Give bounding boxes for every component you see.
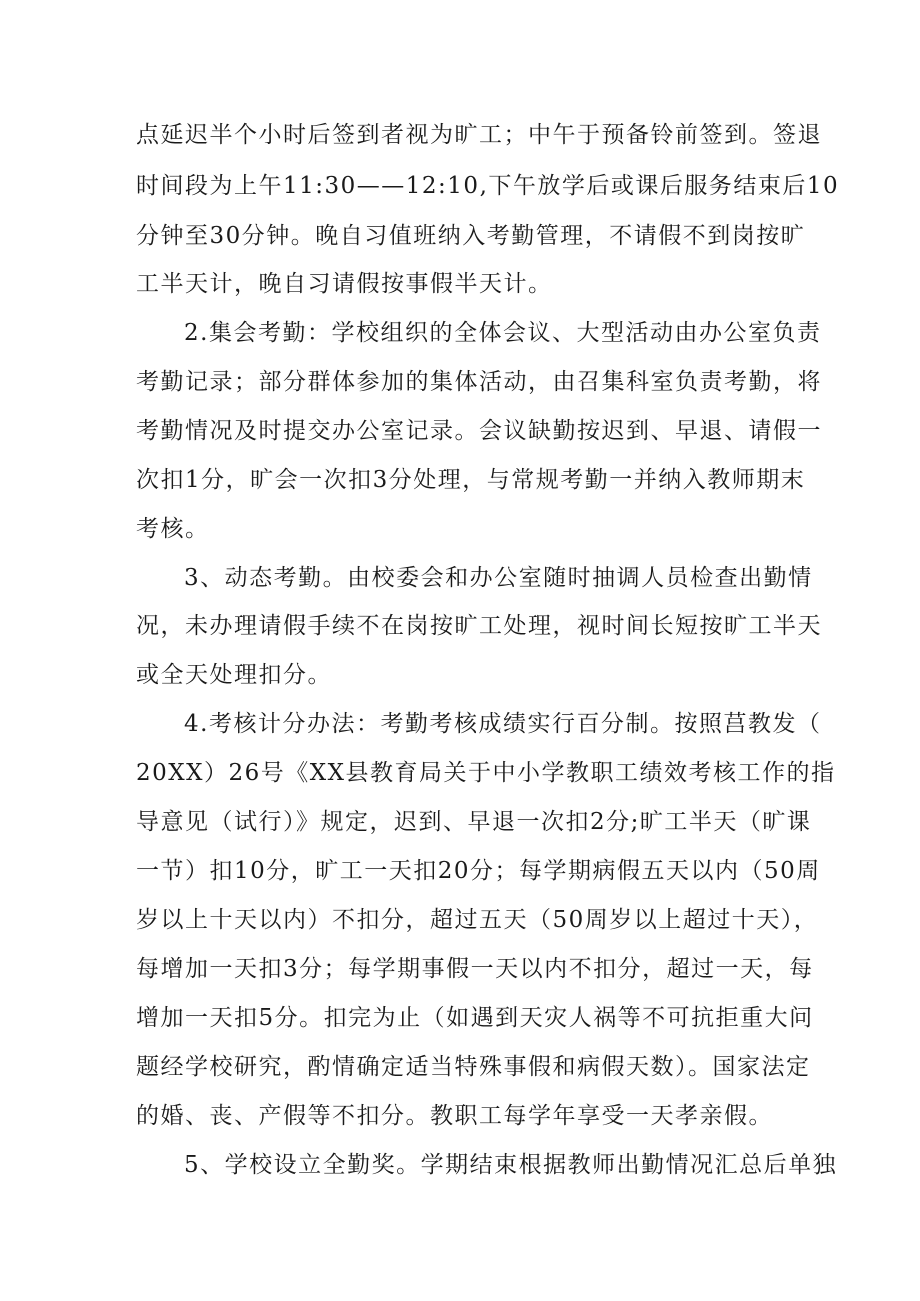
text-line: 分钟至30分钟。晚自习值班纳入考勤管理，不请假不到岗按旷 [136,223,806,249]
text-line: 岁以上十天以内）不扣分，超过五天（50周岁以上超过十天）， [136,907,819,933]
text-line: 每增加一天扣3分；每学期事假一天以内不扣分，超过一天，每 [136,956,814,982]
text-line: 导意见（试行）》规定，迟到、早退一次扣2分;旷工半天（旷课 [136,809,812,835]
text-line: 或全天处理扣分。 [136,662,332,688]
text-line: 点延迟半个小时后签到者视为旷工；中午于预备铃前签到。签退 [136,122,822,148]
paragraph-start-2: 2.集会考勤：学校组织的全体会议、大型活动由办公室负责 [184,320,822,346]
text-line: 况，未办理请假手续不在岗按旷工处理，视时间长短按旷工半天 [136,613,822,639]
text-line: 题经学校研究，酌情确定适当特殊事假和病假天数）。国家法定 [136,1054,811,1080]
text-line: 一节）扣10分，旷工一天扣20分；每学期病假五天以内（50周 [136,858,821,884]
text-line: 工半天计，晚自习请假按事假半天计。 [136,271,553,297]
text-line: 考勤记录；部分群体参加的集体活动，由召集科室负责考勤，将 [136,369,822,395]
paragraph-start-3: 3、动态考勤。由校委会和办公室随时抽调人员检查出勤情 [184,565,813,591]
text-line: 时间段为上午11:30——12:10,下午放学后或课后服务结束后10 [136,173,840,199]
text-line: 考勤情况及时提交办公室记录。会议缺勤按迟到、早退、请假一 [136,418,822,444]
text-line: 的婚、丧、产假等不扣分。教职工每学年享受一天孝亲假。 [136,1103,773,1129]
text-line: 20XX）26号《XX县教育局关于中小学教职工绩效考核工作的指 [136,760,836,786]
text-line: 增加一天扣5分。扣完为止（如遇到天灾人祸等不可抗拒重大问 [136,1005,814,1031]
paragraph-start-5: 5、学校设立全勤奖。学期结束根据教师出勤情况汇总后单独 [184,1152,838,1178]
text-line: 次扣1分，旷会一次扣3分处理，与常规考勤一并纳入教师期末 [136,467,806,493]
paragraph-start-4: 4.考核计分办法：考勤考核成绩实行百分制。按照莒教发（ [184,711,822,737]
text-line: 考核。 [136,516,210,542]
